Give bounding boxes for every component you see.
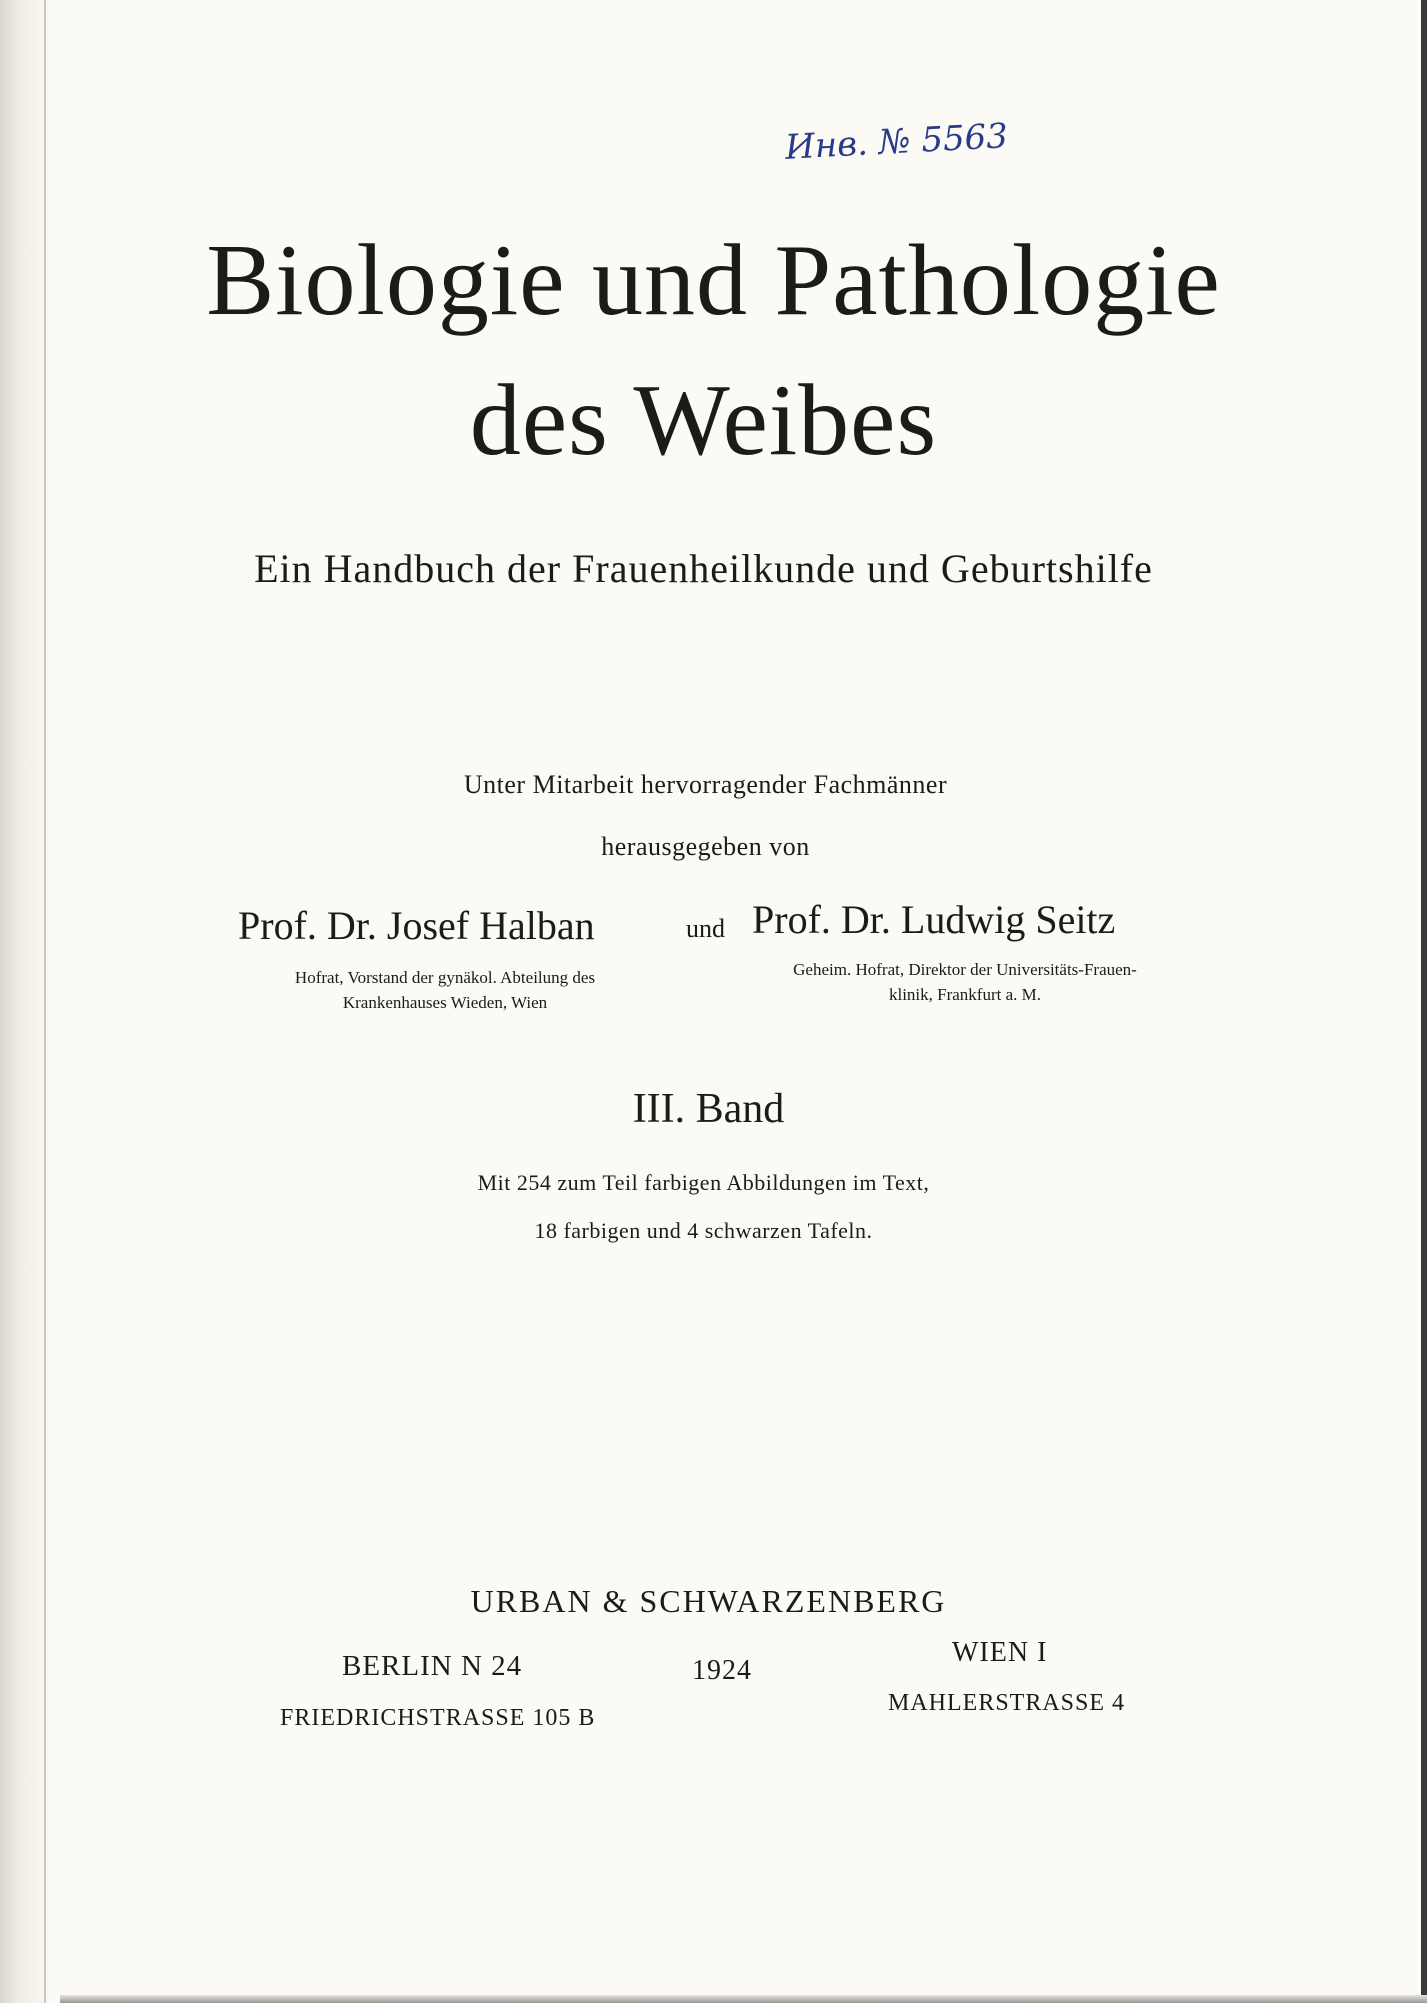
city-left: BERLIN N 24 <box>342 1650 523 1682</box>
address-right: MAHLERSTRASSE 4 <box>888 1690 1126 1716</box>
editor-2-affiliation <box>745 957 1185 1007</box>
page-bottom-edge <box>60 1995 1427 2003</box>
title-line-2: des Weibes <box>469 364 938 477</box>
volume-number: III. Band <box>632 1086 785 1132</box>
illustrations-line-1: Mit 254 zum Teil farbigen Abbildungen im Text, <box>477 1170 930 1195</box>
city-right: WIEN I <box>952 1637 1048 1668</box>
edited-by-line: herausgegeben von <box>601 832 810 861</box>
affiliation-line: Krankenhauses Wieden, Wien <box>342 993 548 1012</box>
editor-1-name: Prof. Dr. Josef Halban <box>238 903 595 948</box>
conjunction: und <box>686 914 725 943</box>
year: 1924 <box>692 1655 752 1686</box>
handwritten-inventory-number: Инв. № 5563 <box>784 116 1009 168</box>
illustrations-line-2: 18 farbigen und 4 schwarzen Tafeln. <box>534 1218 873 1243</box>
subtitle: Ein Handbuch der Frauenheilkunde und Geburtshilfe <box>254 546 1153 591</box>
affiliation-line: Geheim. Hofrat, Direktor der Universitäts-Frauen- <box>793 960 1137 979</box>
title-line-1: Biologie und Pathologie <box>206 224 1221 337</box>
collaboration-line: Unter Mitarbeit hervorragender Fachmänner <box>463 770 948 799</box>
affiliation-line: Hofrat, Vorstand der gynäkol. Abteilung des <box>294 968 596 987</box>
affiliation-line: klinik, Frankfurt a. M. <box>888 985 1042 1004</box>
editor-2-name: Prof. Dr. Ludwig Seitz <box>752 897 1116 942</box>
publisher: URBAN & SCHWARZENBERG <box>470 1583 947 1619</box>
editor-1-affiliation <box>230 965 660 1015</box>
address-left: FRIEDRICHSTRASSE 105 B <box>280 1705 596 1731</box>
